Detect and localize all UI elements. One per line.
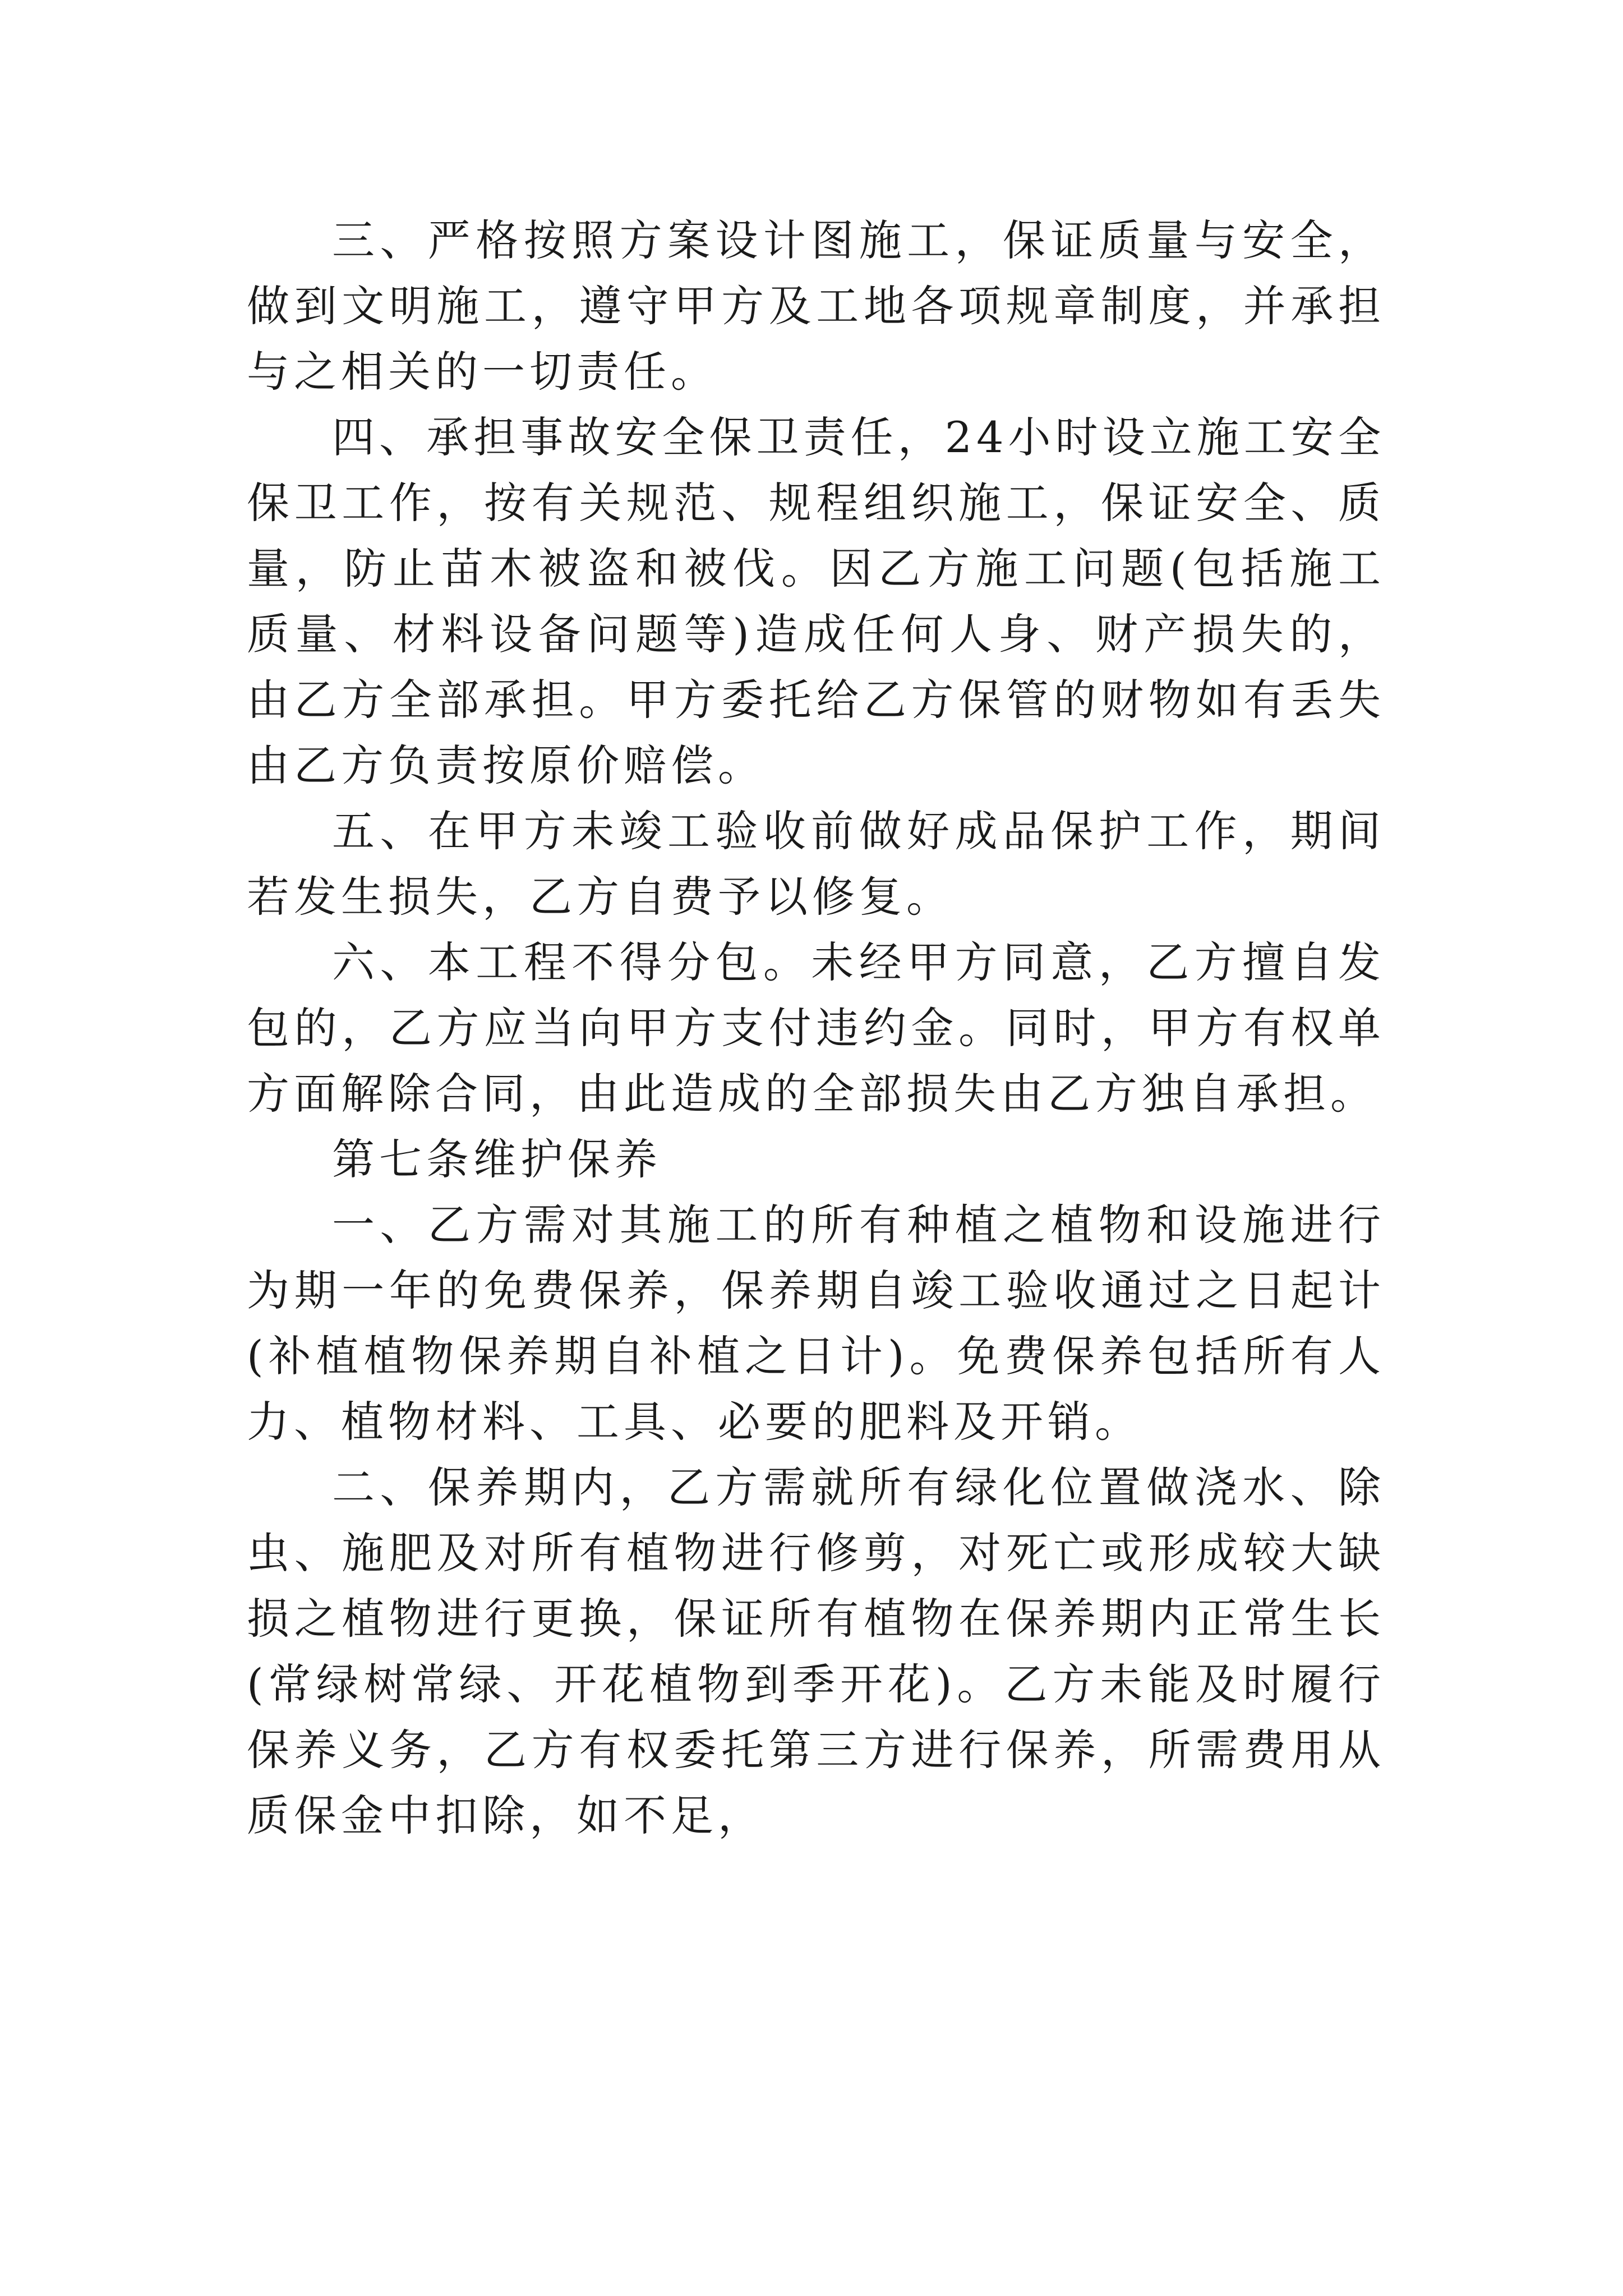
section-heading-article-7: 第七条维护保养 — [332, 1134, 662, 1184]
paragraph-maintenance-2: 二、保养期内，乙方需就所有绿化位置做浇水、除虫、施肥及对所有植物进行修剪，对死亡或形成较大缺损之植物进行更换，保证所有植物在保养期内正常生长(常绿树常绿、开花植物到季开花)。乙方未能及时履行保养义务，乙方有权委托第三方进行保养，所需费用从质保金中扣除，如不足， — [247, 1462, 1385, 1841]
paragraph-maintenance-1: 一、乙方需对其施工的所有种植之植物和设施进行为期一年的免费保养，保养期自竣工验收通过之日起计(补植植物保养期自补植之日计)。免费保养包括所有人力、植物材料、工具、必要的肥料及开销。 — [247, 1200, 1385, 1447]
paragraph-clause-5: 五、在甲方未竣工验收前做好成品保护工作，期间若发生损失，乙方自费予以修复。 — [247, 806, 1385, 922]
paragraph-clause-3: 三、严格按照方案设计图施工，保证质量与安全，做到文明施工，遵守甲方及工地各项规章制度，并承担与之相关的一切责任。 — [247, 215, 1385, 397]
paragraph-clause-6: 六、本工程不得分包。未经甲方同意，乙方擅自发包的，乙方应当向甲方支付违约金。同时，甲方有权单方面解除合同，由此造成的全部损失由乙方独自承担。 — [247, 937, 1385, 1119]
document-body — [247, 208, 1385, 1848]
paragraph-clause-4: 四、承担事故安全保卫责任，24小时设立施工安全保卫工作，按有关规范、规程组织施工，保证安全、质量，防止苗木被盗和被伐。因乙方施工问题(包括施工质量、材料设备问题等)造成任何人身、财产损失的，由乙方全部承担。甲方委托给乙方保管的财物如有丢失由乙方负责按原价赔偿。 — [247, 412, 1385, 790]
